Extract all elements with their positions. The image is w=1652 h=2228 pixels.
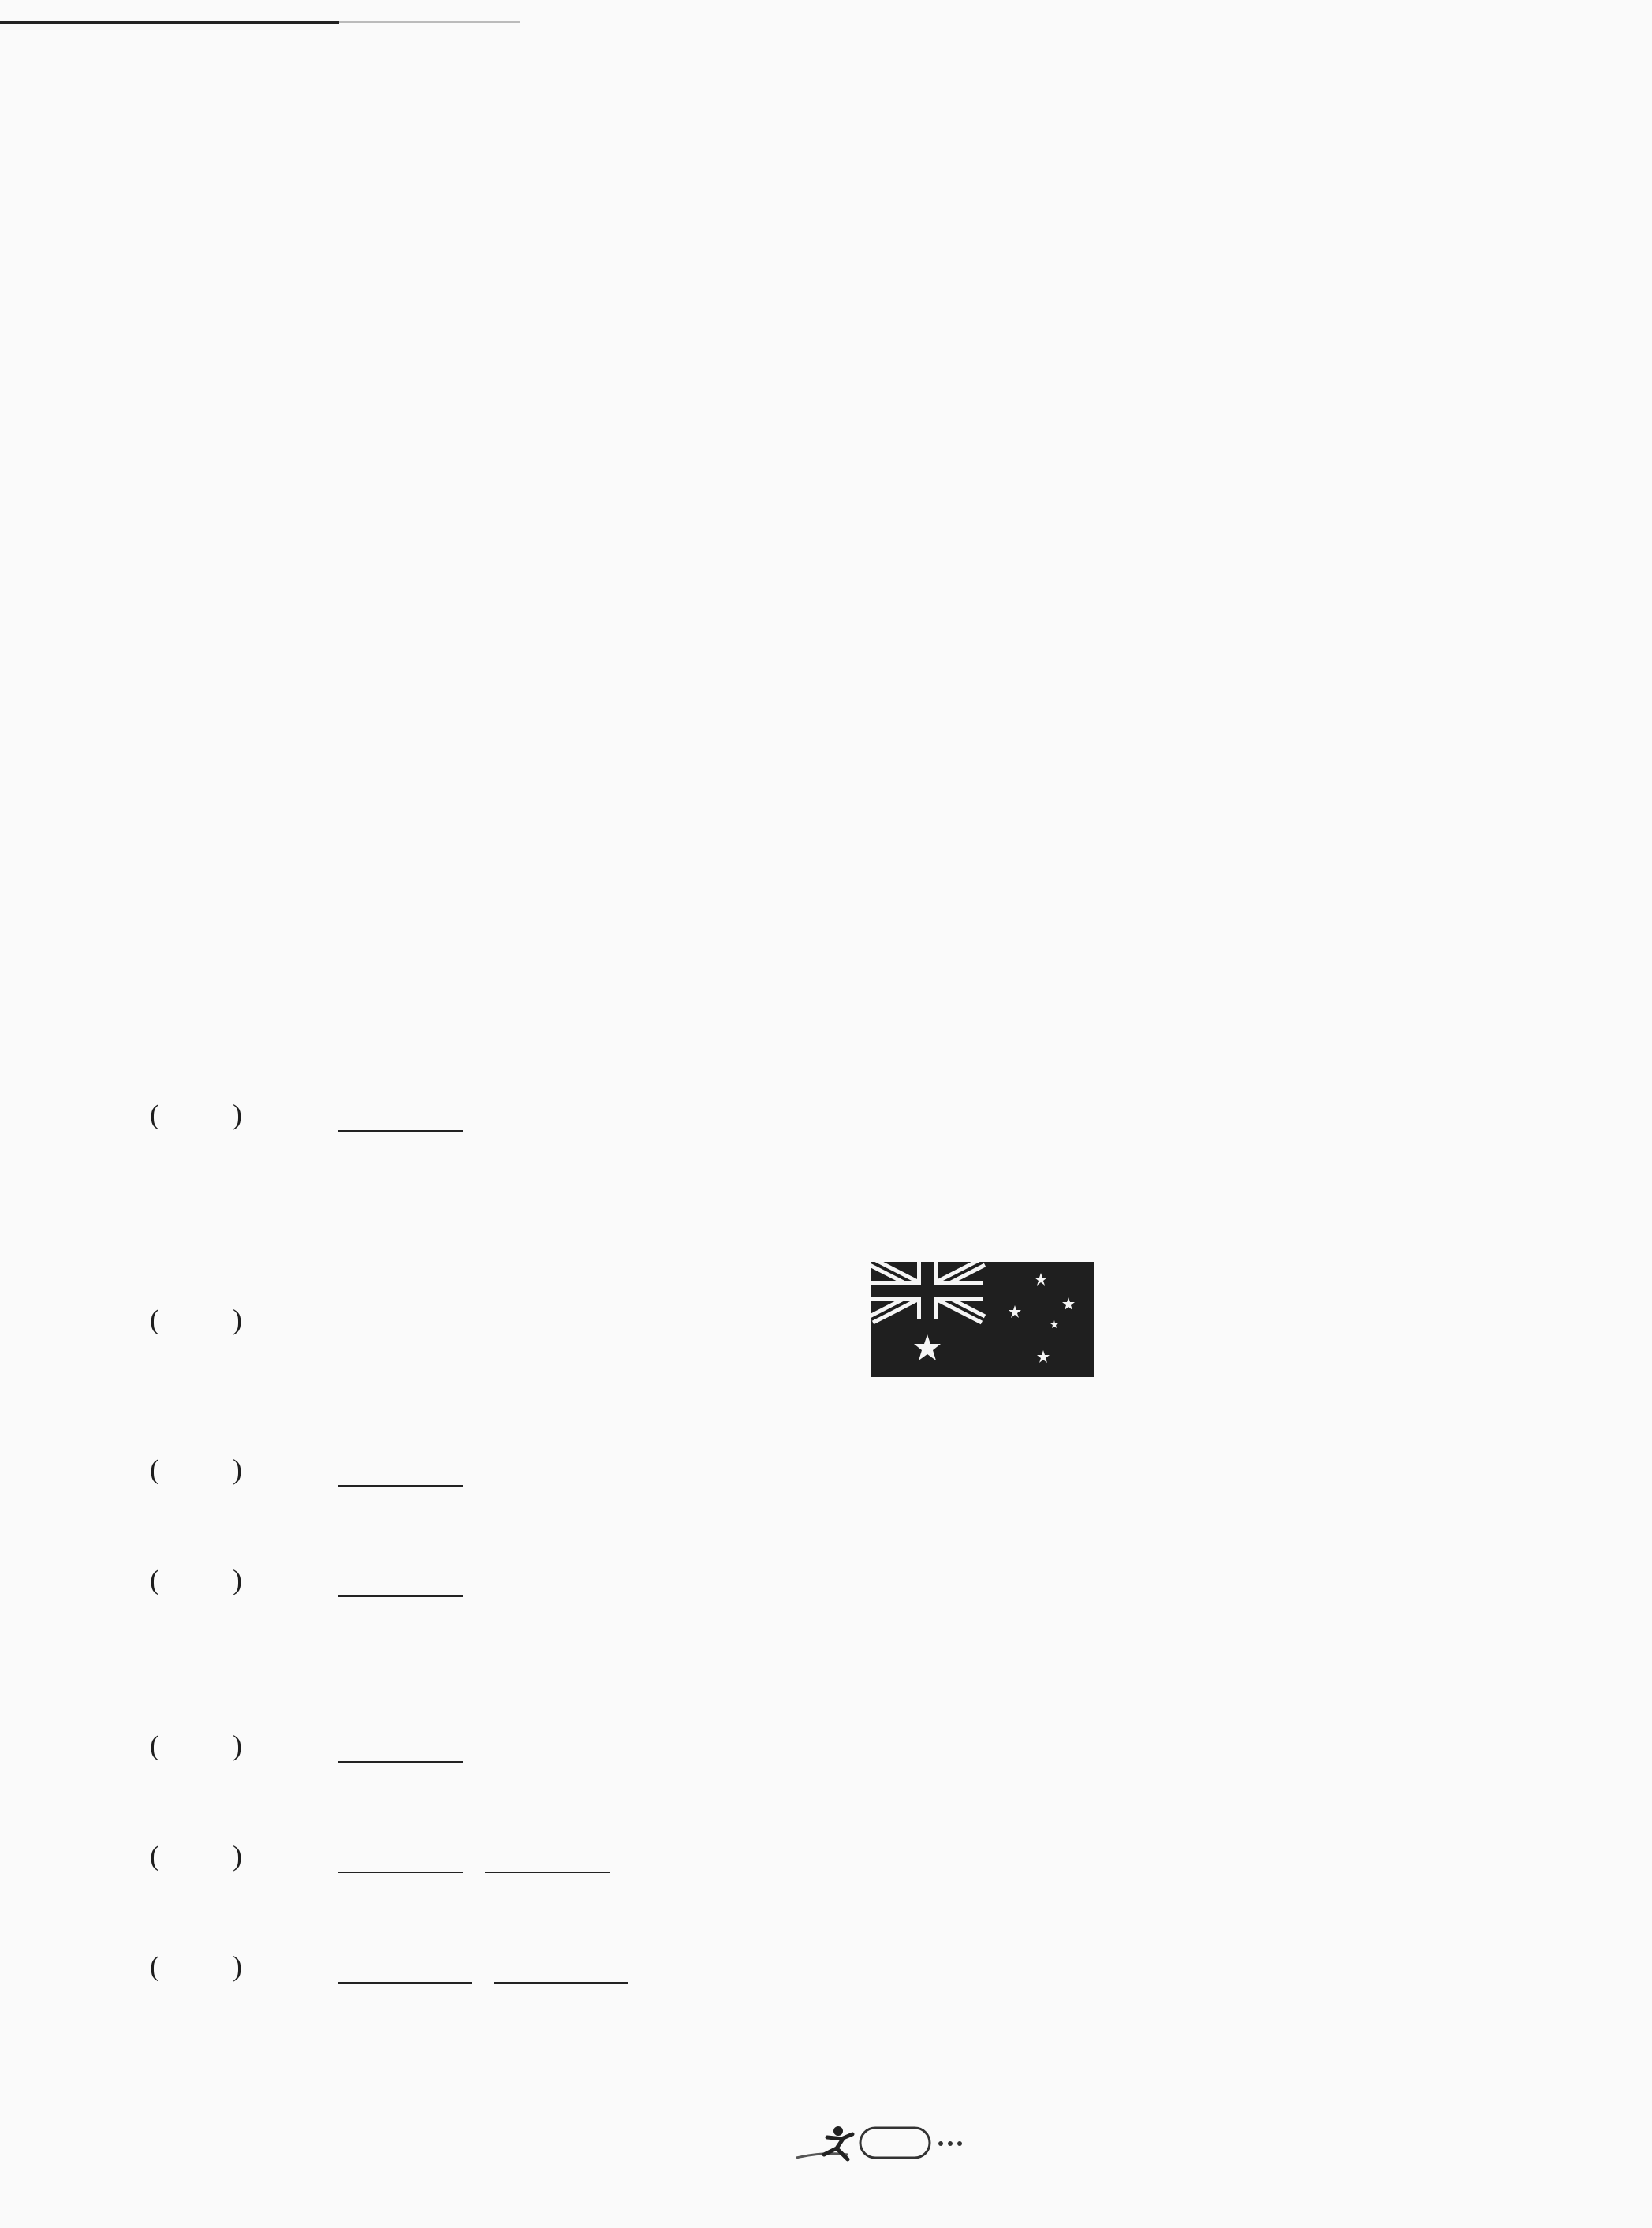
question-text <box>327 1562 474 1597</box>
question-text <box>327 1838 621 1873</box>
question-text <box>327 1728 474 1763</box>
question-43 <box>0 1302 867 1337</box>
answer-blank <box>338 1566 463 1597</box>
answer-paren: ( ) <box>150 1564 242 1595</box>
answer-blank <box>494 1952 628 1984</box>
question-text <box>327 1097 474 1132</box>
answer-blank <box>338 1455 463 1487</box>
question-48 <box>0 1949 1652 1984</box>
answer-paren: ( ) <box>150 1730 242 1761</box>
question-42 <box>0 1097 1652 1132</box>
answer-blank <box>338 1842 463 1873</box>
page-footer <box>792 2120 998 2167</box>
answer-paren: ( ) <box>150 1950 242 1982</box>
question-46 <box>0 1728 1652 1763</box>
australia-flag-image <box>871 1262 1094 1377</box>
answer-blank <box>485 1842 610 1873</box>
answer-paren: ( ) <box>150 1099 242 1130</box>
question-47 <box>0 1838 1652 1873</box>
answer-blank <box>338 1731 463 1763</box>
answer-blank <box>338 1952 472 1984</box>
question-44 <box>0 1452 1652 1487</box>
answer-paren: ( ) <box>150 1454 242 1485</box>
top-rule <box>0 21 339 24</box>
answer-blank <box>338 1100 463 1132</box>
question-text <box>327 1949 640 1984</box>
answer-paren: ( ) <box>150 1840 242 1872</box>
runner-logo-icon <box>792 2120 998 2167</box>
question-text <box>327 1452 474 1487</box>
answer-paren: ( ) <box>150 1304 242 1335</box>
top-rule-faint <box>339 21 520 23</box>
question-45 <box>0 1562 1652 1597</box>
